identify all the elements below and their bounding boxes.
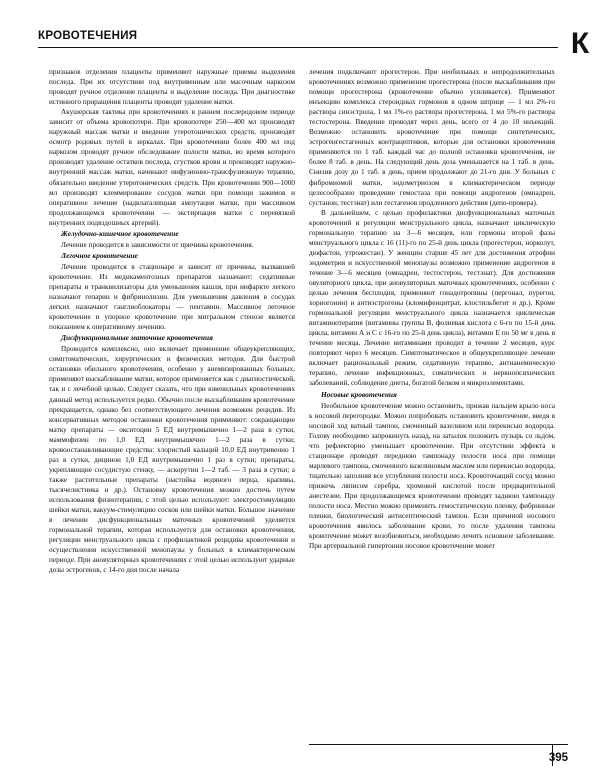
paragraph: Лечение проводится в зависимости от причины кровотечения. (61, 240, 254, 249)
running-header (38, 30, 558, 50)
paragraph: Проводится комплексно, оно включает применение общеукрепляющих, симптоматических, хирургических и физических методов. Для быстрой остановки обильного кровотечения, особенно у анемизированных больных, применяют выскабливание матки, которое применяется как с диагностической, так и с лечебной целью. Следует сказать, что при ювенильных кровотечениях данный метод используется редко. Обычно после выскабливания кровотечение прекращается, однако без соответствующего лечения возможен рецидив. Из консервативных методов остановки кровотечения применяют: сокращающие матку препараты — окситоцин 5 ЕД внутримышечно 1—2 раза в сутки, маммофизин по 1,0 ЕД внутримышечно 1—2 раза в сутки; кровоостанавливающие средства: хлористый кальций 10,0 ЕД внутривенно 1 раз в сутки, дицинон 1,0 ЕД внутримышечно 1 раз в сутки; препараты, укрепляющие сосудистую стенку, — аскорутин 1—2 таб. — 3 раза в сутки; а также растительные препараты (настойка водяного перца, крапивы, тысячелистника и др.). Остановку кровотечения можно достичь путем использования физиотерапии, с этой целью используют: электростимуляцию шейки матки, вакуум-стимуляцию сосков или шейки матки. Большое значение в лечении дисфункциональных маточных кровотечений уделяется гормональной терапии, которая используется для остановки кровотечения, регуляции менструального цикла с профилактикой рецидива кровотечения и осуществления искусственной менопаузы у больных в климактерическом периоде. При ановуляторных кровотечениях с этой целью используют ударные дозы эстрогенов, с 14-го дня после начала (49, 345, 295, 575)
running-header-title: КРОВОТЕЧЕНИЯ (38, 30, 138, 42)
paragraph: Лечение проводится в стационаре и зависит от причины, вызвавшей кровотечение. Из медикаментозных препаратов назначают: седативные препараты и транквилизаторы для уменьшения кашля, при инфаркте легкого назначают гепарин и фибринолизин. Для уменьшения давления в сосудах легких назначают ганглиоблокаторы — пентамин. Массивное легочное кровотечение и упорное кровотечение при митральном стенозе является показанием к оперативному лечению. (49, 262, 295, 332)
page-number: 395 (548, 752, 568, 764)
right-text-column (309, 67, 555, 551)
left-text-column (49, 67, 295, 575)
section-heading: Легочное кровотечение (61, 250, 138, 260)
paragraph: лечения подключают прогестерон. При необильных и непродолжительных кровотечениях возможно применение прогестерона (после выскабливания при помощи прогестерона (кровотечение обычно усиливается). Применяют инъекцию комплекса стероидных гормонов в одном шприце — 1 мл 2%-го раствора синэстрола, 1 мл 1%-го раствора прогестерона, 1 мл 5%-го раствора тестостерона. Введение проводят через день, всего от 4 до 10 инъекций. Возможно остановить кровотечение при помощи синтетических, эстрогенгестагенных контрацептивов, которые для остановки кровотечения применяются по 1 таб. каждый час до полной остановки кровотечения, не более 8 таб. в день. На следующий день доза уменьшается на 1 таб. в день. Снизив дозу до 1 таб. в день, прием продолжают до 21-го дня. У больных с фибромиомой матки, эндометриозом в климактерическом периоде целесообразно проведение гемостаза при помощи андрогенов (омнадрен, сустанон, тестэнат) или гестагенов продленного действия (депо-провера). (309, 68, 555, 207)
paragraph: Необильное кровотечение можно остановить, прижав пальцем крыло носа к носовой перегородке. Можно попробовать остановить кровотечение, введя в носовой ход ватный тампон, смоченный вазелином или перекисью водорода. Голову необходимо запрокинуть назад, на затылок положить пузырь со льдом, что рефлекторно уменьшает кровотечение. При отсутствии эффекта в стационаре проводят переднюю тампонаду полости носа при помощи марлевого тампона, смоченного вазелиновым маслом или перекисью водорода, тщательно заполняя все углубления полости носа. Кровоточащий сосуд можно прижечь ляписом серебра, хромовой кислотой после предварительной анестезии. При продолжающемся кровотечении проводят заднюю тампонаду полости носа. Местно можно применить гемостатическую пленку, фибринные пленки, биологический антисептический тампон. Если причиной носового кровотечения явилось заболевание крови, то после удаления тампона кровотечение может возобновиться, необходимо лечить основное заболевание. При артериальной гипертонии носовое кровотечение может (309, 401, 555, 551)
section-heading: Дисфункциональные маточные кровотечения (61, 333, 213, 343)
paragraph: Акушерская тактика при кровотечениях в раннем послеродовом периоде зависит от объема кровопотери. При кровопотере 250—400 мл производят наружный массаж матки и введение утеротонических средств, производят осмотр родовых путей в зеркалах. При кровотечении более 400 мл под наркозом проводят ручное обследование полости матки, во время которого производят удаление остатков последа, сгустков крови и производят наружно-внутренний массаж матки, начинают инфузионно-трансфузионную терапию, обязательно введение утеротонических средств. При кровотечении 900—1000 мл производят клеммирование сосудов матки при помощи зажимов и оперативное лечение (надвлагалищная ампутация матки, при массивном продолжающемся кровотечении — экстирпация матки с перевязкой внутренних подвздошных артерий). (49, 108, 295, 227)
section-letter-tab: К (570, 27, 590, 60)
header-rule (38, 47, 558, 48)
section-heading: Носовые кровотечения (321, 389, 397, 399)
section-heading: Желудочно-кишечное кровотечение (61, 228, 179, 238)
footer-rule (309, 744, 568, 745)
paragraph: В дальнейшем, с целью профилактики дисфункциональных маточных кровотечений и регуляции менструального цикла, назначают циклическую гормональную терапию на 3—6 месяцев, или гормоны второй фазы менструального цикла с 16 (11)-го по 25-й день цикла (прогестерон, норколут, дюфастон, утрожестан). У женщин старше 45 лет для достижения атрофии эндометрия и искусственной менопаузы возможно применение андрогенов в течение 3—6 месяцев (омнадрен, тестостерон, тестэнат). Для достижения овуляторного цикла, при ановуляторных маточных кровотечениях, особенно с целью лечения бесплодия, применяют гонадотропины (пергонал, пурегон, хориогонин) и антиэстрогены (кломифенцитрат, клостильбегит и др.). Кроме гормональной регуляции менструального цикла назначается циклическая витаминотерапия (витамины группы В, фолиевая кислота с 6-го по 15-й день цикла, витамин А и С с 16-го по 25-й день цикла), витамин Е по 50 мг в день в течение месяца. Лечение витаминами проводит в течение 2 месяцев, курс повторяют через 6 месяцев. Симптоматическое и общеукрепляющее лечение включает рациональный режим, седативную терапию, антианемическую терапию, лечение инфекционных, соматических и нервнопсихических заболеваний, соблюдение диеты, богатой белком и микроэлементами. (309, 208, 555, 388)
paragraph: признаков отделения плаценты применяют наружные приемы выделения последа. При их отсутствии под внутривенным или масочным наркозом проводят ручное отделение плаценты и выделение последа. При диагностике истинного приращения плаценты проводят удаление матки. (49, 68, 295, 107)
